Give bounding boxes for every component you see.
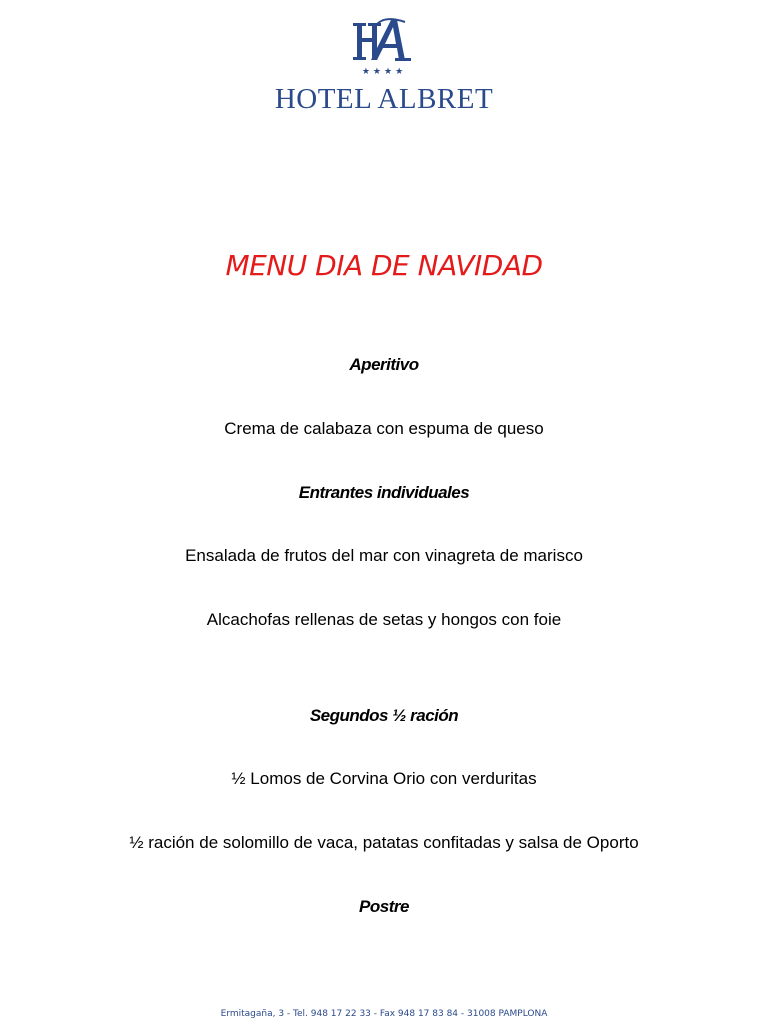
menu-item: Crema de calabaza con espuma de queso: [224, 419, 544, 438]
hotel-rating-stars: ★★★★: [361, 67, 407, 77]
hotel-monogram-logo: [353, 18, 415, 66]
menu-item: ½ ración de solomillo de vaca, patatas confitadas y salsa de Oporto: [129, 833, 639, 852]
hotel-name: HOTEL ALBRET: [274, 83, 494, 115]
section-heading-segundos: Segundos ½ ración: [309, 706, 459, 725]
menu-title: MENU DIA DE NAVIDAD: [225, 249, 543, 282]
footer-address: Ermitagaña, 3 - Tel. 948 17 22 33 - Fax 948 17 83 84 - 31008 PAMPLONA: [220, 1009, 548, 1019]
menu-item: ½ Lomos de Corvina Orio con verduritas: [231, 769, 537, 788]
section-heading-postre: Postre: [359, 897, 409, 916]
section-heading-entrantes: Entrantes individuales: [298, 483, 470, 502]
menu-item: Ensalada de frutos del mar con vinagreta de marisco: [185, 546, 583, 565]
section-heading-aperitivo: Aperitivo: [349, 355, 419, 374]
menu-item: Alcachofas rellenas de setas y hongos con foie: [206, 610, 562, 629]
hotel-logo: [0, 18, 768, 116]
